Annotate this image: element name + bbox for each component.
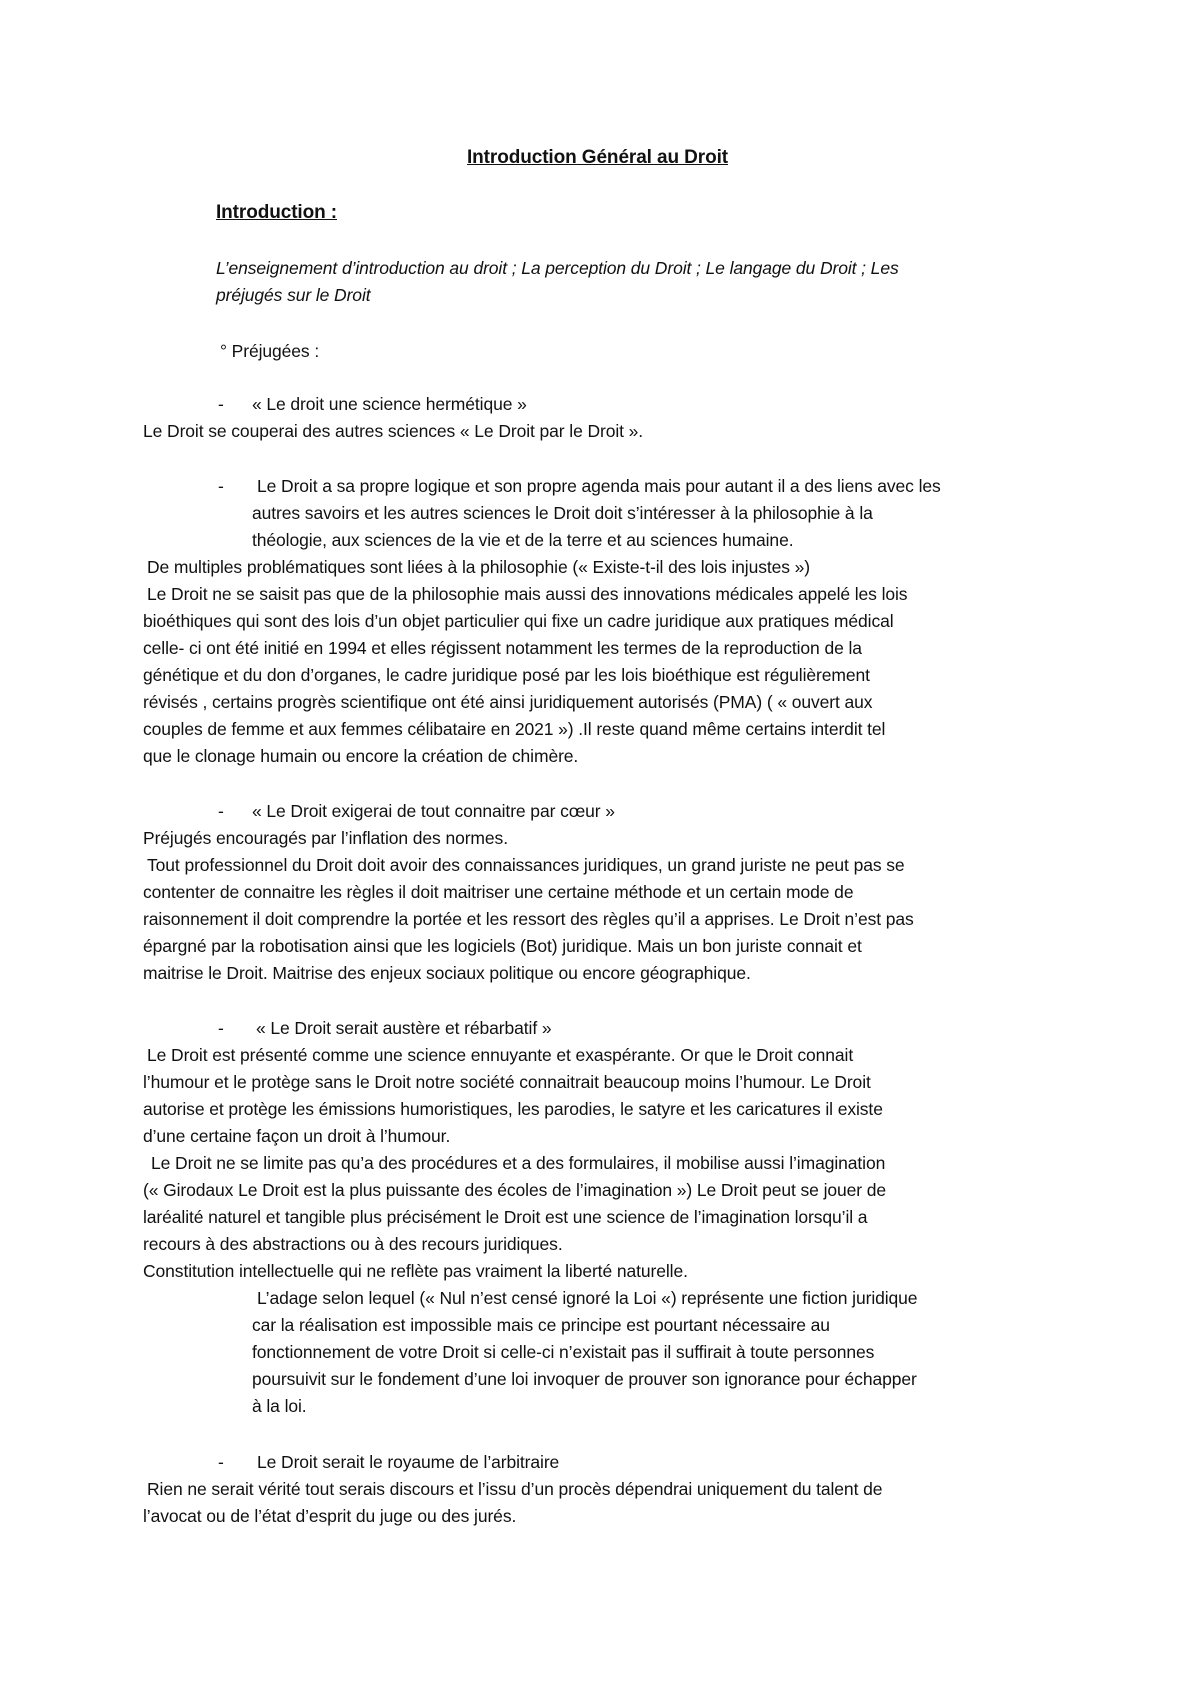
paragraph-line: l’avocat ou de l’état d’esprit du juge ou des jurés. — [143, 1506, 517, 1526]
bullet-item: Le Droit serait le royaume de l’arbitraire — [257, 1452, 560, 1472]
bullet-dash: - — [218, 1452, 224, 1472]
paragraph-line: Le Droit ne se limite pas qu’a des procédures et a des formulaires, il mobilise aussi l’imagination — [151, 1153, 886, 1173]
paragraph-line: laréalité naturel et tangible plus précisément le Droit est une science de l’imagination lorsqu’il a — [143, 1207, 868, 1227]
bullet-item: Le Droit a sa propre logique et son propre agenda mais pour autant il a des liens avec les — [257, 476, 941, 496]
paragraph-line: recours à des abstractions ou à des recours juridiques. — [143, 1234, 563, 1254]
bullet-item: « Le Droit exigerai de tout connaitre par cœur » — [252, 801, 615, 821]
bullet-dash: - — [218, 801, 224, 821]
paragraph-line: celle- ci ont été initié en 1994 et elles régissent notamment les termes de la reproduction de la — [143, 638, 862, 658]
paragraph-line: Le Droit ne se saisit pas que de la philosophie mais aussi des innovations médicales appelé les lois — [147, 584, 908, 604]
indented-line: poursuivit sur le fondement d’une loi invoquer de prouver son ignorance pour échapper — [252, 1369, 917, 1389]
indented-line: L’adage selon lequel (« Nul n’est censé ignoré la Loi «) représente une fiction juridique — [257, 1288, 918, 1308]
paragraph-line: Préjugés encouragés par l’inflation des normes. — [143, 828, 508, 848]
bullet-dash: - — [218, 394, 224, 414]
paragraph-line: couples de femme et aux femmes célibataire en 2021 ») .Il reste quand même certains interdit tel — [143, 719, 886, 739]
paragraph-line: d’une certaine façon un droit à l’humour. — [143, 1126, 451, 1146]
document-title: Introduction Général au Droit — [467, 147, 729, 168]
paragraph-line: maitrise le Droit. Maitrise des enjeux sociaux politique ou encore géographique. — [143, 963, 751, 983]
paragraph-line: Le Droit se couperai des autres sciences « Le Droit par le Droit ». — [143, 421, 644, 441]
indented-line: fonctionnement de votre Droit si celle-ci n’existait pas il suffirait à toute personnes — [252, 1342, 875, 1362]
paragraph-line: épargné par la robotisation ainsi que les logiciels (Bot) juridique. Mais un bon juriste connait et — [143, 936, 862, 956]
paragraph-line: Le Droit est présenté comme une science ennuyante et exaspérante. Or que le Droit connait — [147, 1045, 854, 1065]
paragraph-line: Rien ne serait vérité tout serais discours et l’issu d’un procès dépendrai uniquement du talent de — [147, 1479, 883, 1499]
paragraph-line: contenter de connaitre les règles il doit maitriser une certaine méthode et un certain mode de — [143, 882, 854, 902]
bullet-item: théologie, aux sciences de la vie et de la terre et au sciences humaine. — [252, 530, 794, 550]
indented-line: à la loi. — [252, 1396, 307, 1416]
bullet-item: « Le droit une science hermétique » — [252, 394, 527, 414]
paragraph-line: raisonnement il doit comprendre la portée et les ressort des règles qu’il a apprises. Le Droit n’est pas — [143, 909, 914, 929]
paragraph-line: De multiples problématiques sont liées à la philosophie (« Existe-t-il des lois injustes ») — [147, 557, 811, 577]
paragraph-line: Constitution intellectuelle qui ne reflète pas vraiment la liberté naturelle. — [143, 1261, 688, 1281]
paragraph-line: bioéthiques qui sont des lois d’un objet particulier qui fixe un cadre juridique aux pratiques médical — [143, 611, 894, 631]
bullet-item: autres savoirs et les autres sciences le Droit doit s’intéresser à la philosophie à la — [252, 503, 873, 523]
bullet-dash: - — [218, 476, 224, 496]
paragraph-line: (« Girodaux Le Droit est la plus puissante des écoles de l’imagination ») Le Droit peut se jouer de — [143, 1180, 887, 1200]
topics-line: L’enseignement d’introduction au droit ; La perception du Droit ; Le langage du Droit ; Les — [216, 258, 899, 278]
paragraph-line: que le clonage humain ou encore la création de chimère. — [143, 746, 579, 766]
prejuges-subheading: ° Préjugées : — [220, 341, 320, 361]
introduction-heading: Introduction : — [216, 202, 338, 223]
paragraph-line: révisés , certains progrès scientifique ont été ainsi juridiquement autorisés (PMA) ( « ouvert aux — [143, 692, 873, 712]
paragraph-line: autorise et protège les émissions humoristiques, les parodies, le satyre et les caricatures il existe — [143, 1099, 883, 1119]
paragraph-line: génétique et du don d’organes, le cadre juridique posé par les lois bioéthique est régulièrement — [143, 665, 870, 685]
bullet-item: « Le Droit serait austère et rébarbatif » — [256, 1018, 552, 1038]
indented-line: car la réalisation est impossible mais ce principe est pourtant nécessaire au — [252, 1315, 830, 1335]
topics-line: préjugés sur le Droit — [216, 285, 371, 305]
paragraph-line: l’humour et le protège sans le Droit notre société connaitrait beaucoup moins l’humour. Le Droit — [143, 1072, 871, 1092]
paragraph-line: Tout professionnel du Droit doit avoir des connaissances juridiques, un grand juriste ne peut pas se — [147, 855, 905, 875]
bullet-dash: - — [218, 1018, 224, 1038]
